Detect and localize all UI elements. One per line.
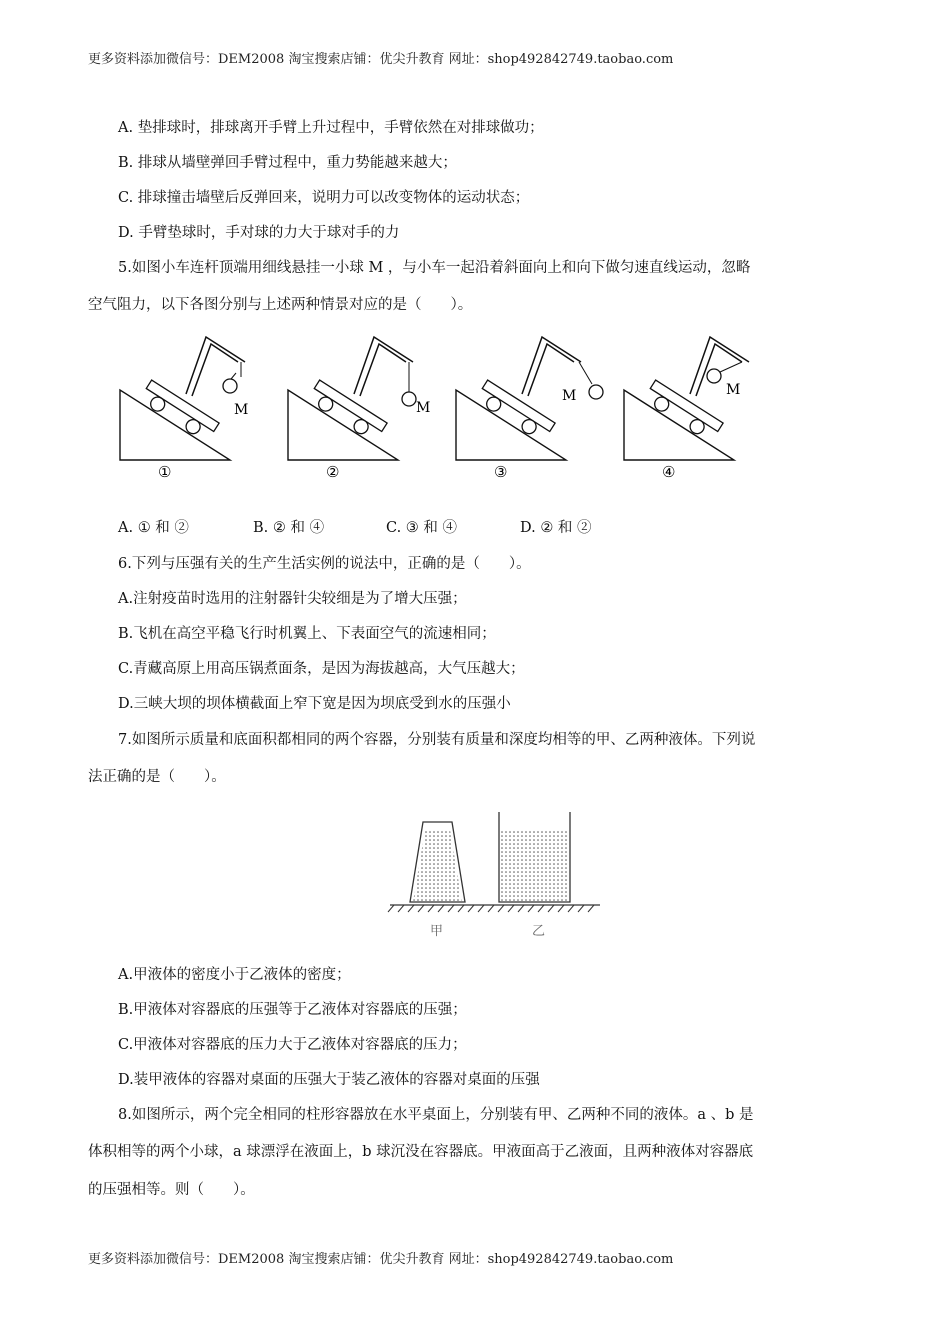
q8-stem-line1: 8.如图所示，两个完全相同的柱形容器放在水平桌面上，分别装有甲、乙两种不同的液体。a 、b 是	[118, 1107, 754, 1123]
ball-label-2: M	[416, 400, 431, 416]
q4-option-d: D. 手臂垫球时，手对球的力大于球对手的力	[118, 225, 400, 241]
q7-option-d: D.装甲液体的容器对桌面的压强大于装乙液体的容器对桌面的压强	[118, 1072, 540, 1088]
q4-option-c: C. 排球撞击墙壁后反弹回来，说明力可以改变物体的运动状态；	[118, 190, 530, 206]
figure-label-4: ④	[662, 463, 676, 481]
q8-stem-line3: 的压强相等。则（ ）。	[88, 1182, 255, 1198]
cart-on-slope-1	[110, 322, 260, 492]
q7-option-c: C.甲液体对容器底的压力大于乙液体对容器底的压力；	[118, 1037, 467, 1053]
q6-option-d: D.三峡大坝的坝体横截面上窄下宽是因为坝底受到水的压强小	[118, 696, 511, 712]
cart-on-slope-3	[446, 322, 596, 492]
q5-option-c: C. ③ 和 ④	[386, 520, 458, 536]
container-label-jia: 甲	[430, 924, 444, 939]
q5-figure-2	[278, 322, 431, 492]
page-header: 更多资料添加微信号：DEM2008 淘宝搜索店铺：优尖升教育 网址：shop492842749.taobao.com	[88, 52, 674, 67]
q5-figure-1	[110, 322, 260, 492]
figure-label-3: ③	[494, 463, 508, 481]
q5-option-d: D. ② 和 ②	[520, 520, 592, 536]
q6-stem: 6.下列与压强有关的生产生活实例的说法中，正确的是（ ）。	[118, 556, 531, 572]
figure-label-2: ②	[326, 463, 340, 481]
q5-option-b: B. ② 和 ④	[253, 520, 325, 536]
q7-stem-line1: 7.如图所示质量和底面积都相同的两个容器，分别装有质量和深度均相等的甲、乙两种液体。下列说	[118, 732, 756, 748]
q5-figures	[110, 322, 770, 492]
ball-label-4: M	[726, 382, 741, 398]
q8-stem-line2: 体积相等的两个小球，a 球漂浮在液面上，b 球沉没在容器底。甲液面高于乙液面，且两种液体对容器底	[88, 1144, 754, 1160]
q7-stem-line2: 法正确的是（ ）。	[88, 769, 226, 785]
q5-stem-line2: 空气阻力，以下各图分别与上述两种情景对应的是（ ）。	[88, 297, 473, 313]
q6-option-b: B.飞机在高空平稳飞行时机翼上、下表面空气的流速相同；	[118, 626, 496, 642]
q5-option-a: A. ① 和 ②	[118, 520, 189, 536]
q6-option-a: A.注射疫苗时选用的注射器针尖较细是为了增大压强；	[118, 591, 467, 607]
figure-label-1: ①	[158, 463, 172, 481]
q5-figure-4	[614, 322, 764, 492]
page-footer: 更多资料添加微信号：DEM2008 淘宝搜索店铺：优尖升教育 网址：shop492842749.taobao.com	[88, 1252, 674, 1267]
cart-on-slope-2	[278, 322, 431, 492]
q7-option-a: A.甲液体的密度小于乙液体的密度；	[118, 967, 351, 983]
q7-containers-figure	[380, 802, 610, 950]
q5-figure-3	[446, 322, 596, 492]
q4-option-a: A. 垫排球时，排球离开手臂上升过程中，手臂依然在对排球做功；	[118, 120, 544, 136]
q7-option-b: B.甲液体对容器底的压强等于乙液体对容器底的压强；	[118, 1002, 467, 1018]
cart-on-slope-4	[614, 322, 764, 492]
q4-option-b: B. 排球从墙壁弹回手臂过程中，重力势能越来越大；	[118, 155, 457, 171]
q5-stem-line1: 5.如图小车连杆顶端用细线悬挂一小球 M ，与小车一起沿着斜面向上和向下做匀速直线运动，忽略	[118, 260, 751, 276]
containers-diagram	[380, 802, 610, 950]
q6-option-c: C.青藏高原上用高压锅煮面条，是因为海拔越高，大气压越大；	[118, 661, 525, 677]
ball-label-1: M	[234, 402, 249, 418]
container-label-yi: 乙	[532, 924, 546, 939]
ball-label-3: M	[562, 388, 577, 404]
